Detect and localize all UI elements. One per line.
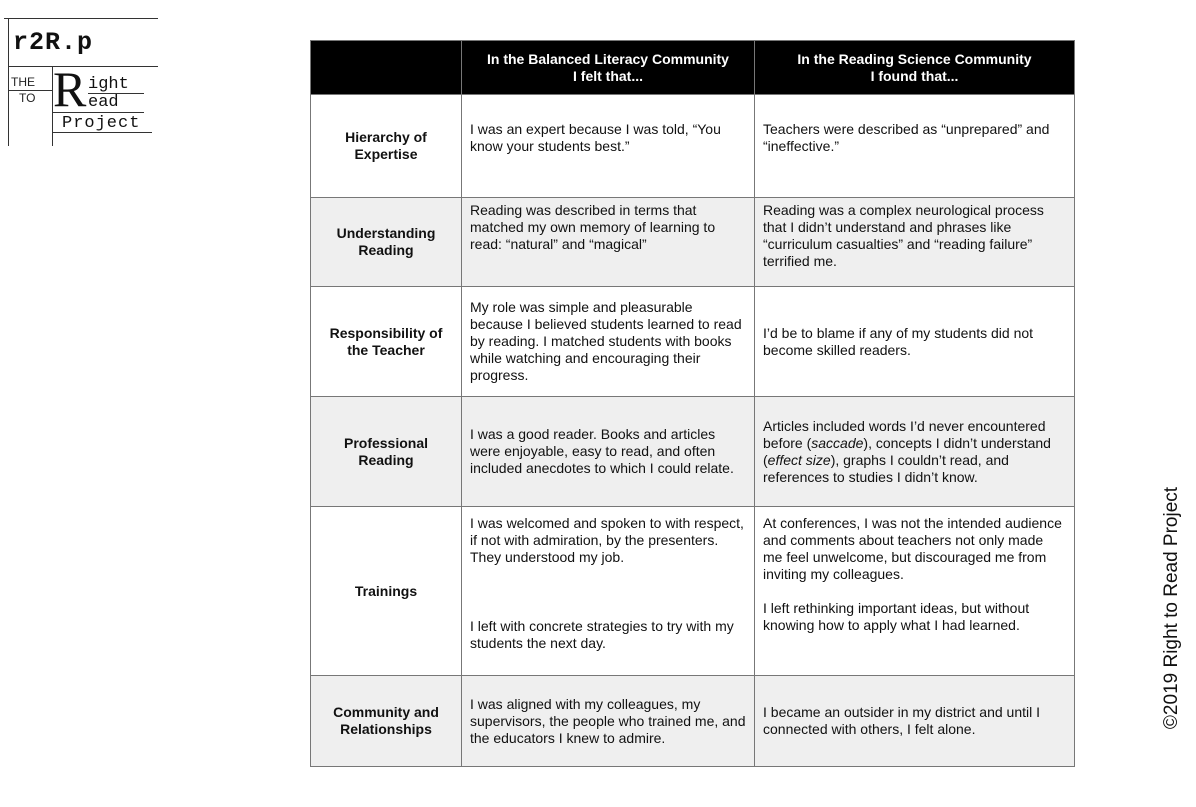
row-label [311,95,462,198]
header-empty-cell [311,41,462,95]
science-text: ), concepts I didn’t understand ( [763,434,1051,468]
balanced-paragraph: I was welcomed and spoken to with respect, if not with admiration, by the presenters. They understood my job. [470,515,744,565]
balanced-cell: I was a good reader. Books and articles were enjoyable, easy to read, and often included anecdotes to which I could relate. [462,397,755,507]
table-row [311,95,1075,198]
logo-the: THE [11,75,35,89]
header-science-line2: I found that... [870,67,959,84]
header-science-line1: In the Reading Science Community [797,50,1032,67]
logo-rule [52,112,144,113]
balanced-cell [462,507,755,676]
balanced-cell: My role was simple and pleasurable because I believed students learned to read by reading. I matched students with books while watching and encouraging their progress. [462,287,755,397]
logo-rule [8,18,9,146]
science-paragraph: I left rethinking important ideas, but without knowing how to apply what I had learned. [763,600,1030,633]
row-label-line: Responsibility of [329,324,443,341]
table-row [311,198,1075,287]
logo-rule [4,18,158,19]
science-cell [755,397,1075,507]
science-cell [755,507,1075,676]
header-balanced-literacy [462,41,755,95]
science-cell: I’d be to blame if any of my students did not become skilled readers. [755,287,1075,397]
logo-rule [52,132,152,133]
science-text: Articles included words I’d never encountered before ( [763,417,1046,451]
table-row [311,507,1075,676]
row-label [311,198,462,287]
table-header-row [311,41,1075,95]
row-label-line: Reading [358,242,414,258]
science-term: saccade [811,434,864,451]
row-label-line: Community and [333,704,439,720]
balanced-cell: I was an expert because I was told, “You know your students best.” [462,95,755,198]
row-label [311,287,462,397]
science-cell: Teachers were described as “unprepared” and “ineffective.” [755,95,1075,198]
logo-project: Project [62,114,141,133]
copyright-text: ©2019 Right to Read Project [1161,486,1182,730]
row-label [311,676,462,767]
balanced-paragraph: I left with concrete strategies to try with my students the next day. [470,618,734,651]
header-balanced-line2: I felt that... [573,67,643,84]
header-balanced-line1: In the Balanced Literacy Community [487,50,729,67]
row-label-line: Professional [343,434,429,451]
table-row [311,676,1075,767]
table-row [311,287,1075,397]
logo-to: TO [19,91,36,105]
science-term: effect size [767,451,831,468]
row-label-line: the Teacher [347,341,425,358]
row-label-line: Hierarchy of [345,129,427,145]
comparison-table [310,40,1075,767]
row-label-line: Expertise [354,146,418,162]
row-label [311,397,462,507]
logo-big-r: R [53,61,87,117]
logo-ight: ight [88,75,129,94]
science-paragraph: At conferences, I was not the intended audience and comments about teachers not only made me feel unwelcome, but discouraged me from inviting my colleagues. [763,515,1062,582]
logo-mark: r2R.p [13,28,94,57]
header-reading-science [755,41,1075,95]
r2rp-logo [4,18,160,146]
balanced-cell: I was aligned with my colleagues, my supervisors, the people who trained me, and the educators I knew to admire. [462,676,755,767]
row-label-line: Understanding [336,225,436,241]
science-cell: Reading was a complex neurological process that I didn’t understand and phrases like “curriculum casualties” and “reading failure” terrified me. [755,198,1075,287]
science-text: ), graphs I couldn’t read, and references to studies I didn’t know. [763,451,1009,485]
row-label-line: Relationships [340,721,432,737]
row-label-line: Reading [358,451,414,468]
logo-ead: ead [88,93,119,112]
row-label: Trainings [311,507,462,676]
balanced-cell: Reading was described in terms that matched my own memory of learning to read: “natural” and “magical” [462,198,755,287]
table-row [311,397,1075,507]
science-cell: I became an outsider in my district and until I connected with others, I felt alone. [755,676,1075,767]
